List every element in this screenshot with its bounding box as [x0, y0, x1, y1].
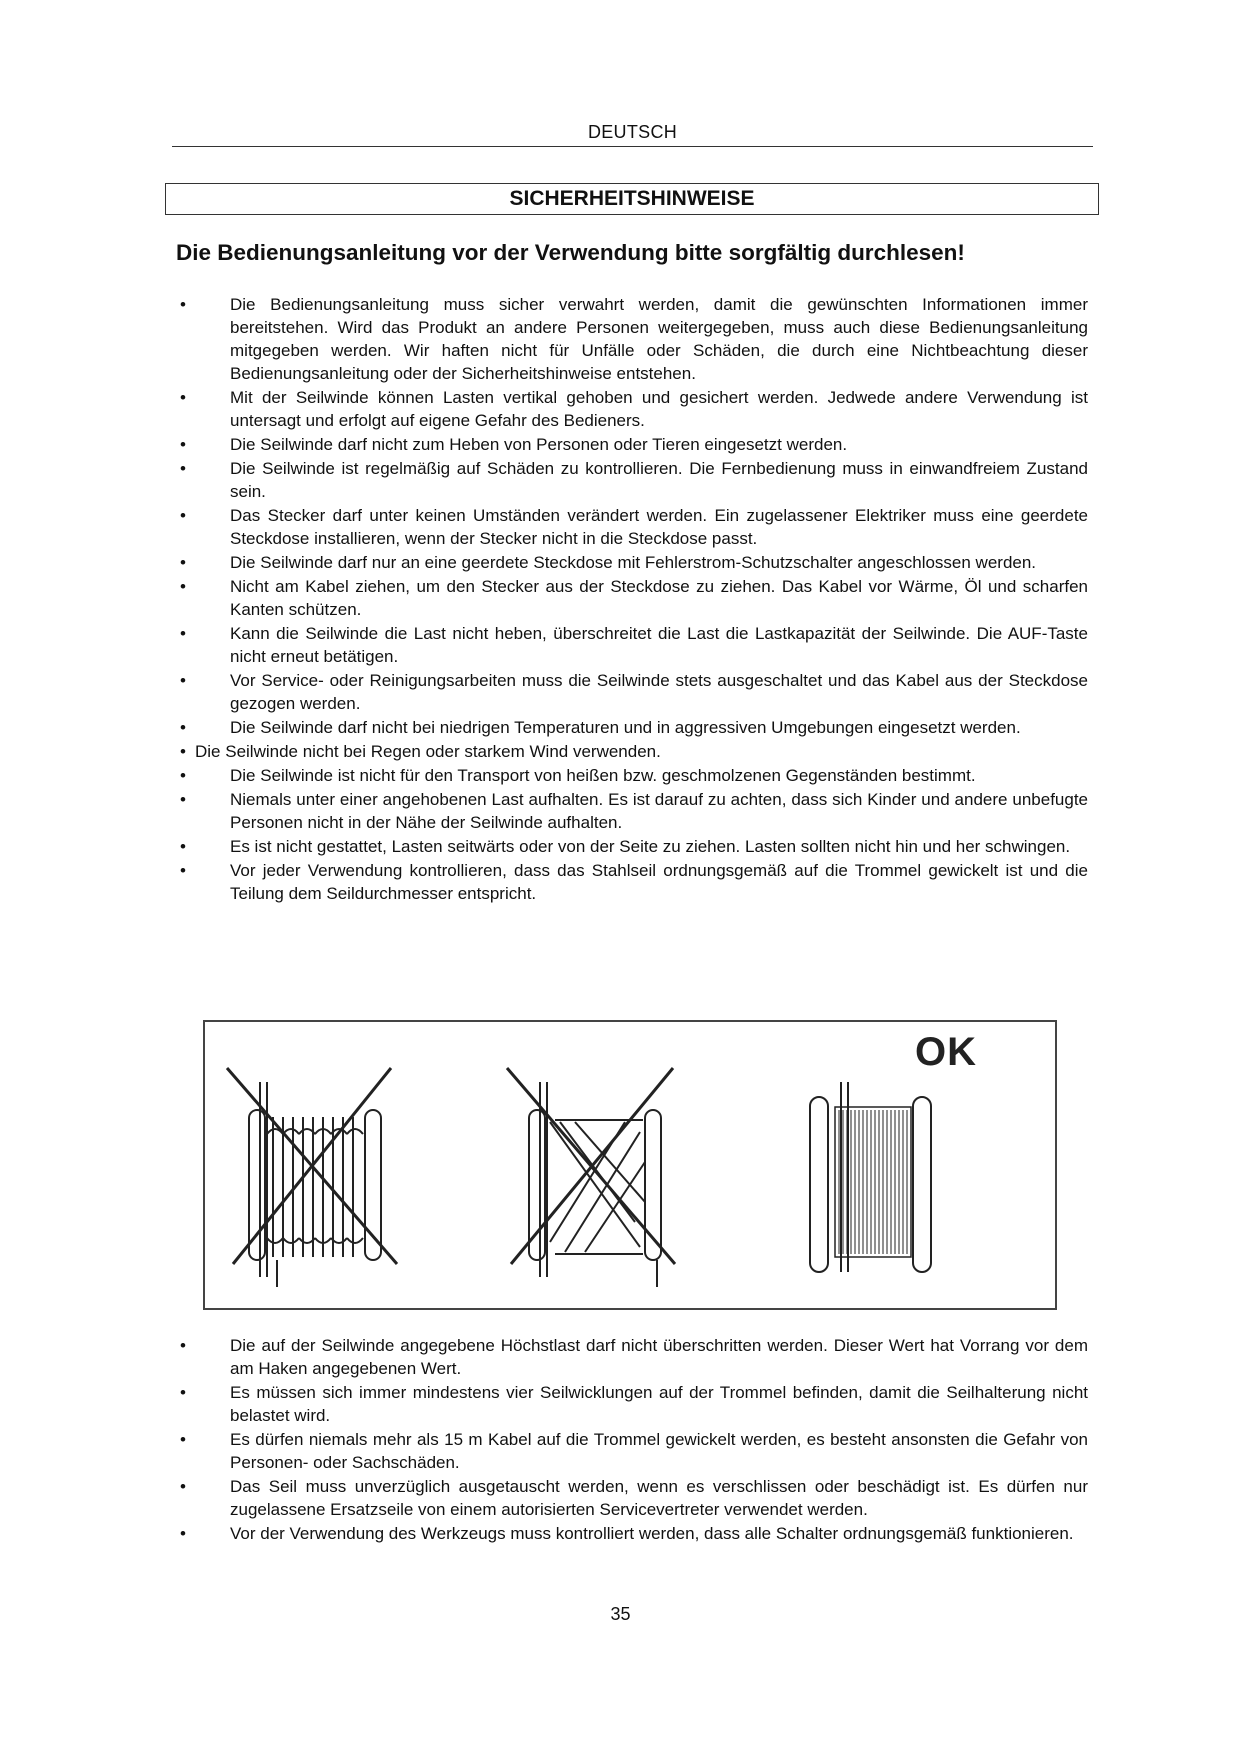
wrong-drum-middle-icon — [507, 1068, 675, 1287]
list-item: • Die Seilwinde nicht bei Regen oder starkem Wind verwenden. — [176, 740, 1088, 763]
bullet-icon: • — [180, 459, 186, 478]
page-number: 35 — [610, 1604, 631, 1624]
bullet-icon: • — [180, 435, 186, 454]
bullet-icon: • — [180, 1383, 186, 1402]
bullet-icon: • — [180, 671, 186, 690]
list-item: • Vor jeder Verwendung kontrollieren, dass das Stahlseil ordnungsgemäß auf die Trommel gewickelt ist und die Teilung dem Seildurchmesser entspricht. — [176, 859, 1088, 905]
list-item: • Nicht am Kabel ziehen, um den Stecker aus der Steckdose zu ziehen. Das Kabel vor Wärme, Öl und scharfen Kanten schützen. — [176, 575, 1088, 621]
bullet-icon: • — [180, 506, 186, 525]
bullet-icon: • — [180, 295, 186, 314]
list-item: • Die Seilwinde darf nicht zum Heben von Personen oder Tieren eingesetzt werden. — [176, 433, 1088, 456]
list-item: • Kann die Seilwinde die Last nicht heben, überschreitet die Last die Lastkapazität der Seilwinde. Die AUF-Taste nicht erneut betätigen. — [176, 622, 1088, 668]
list-item: • Die Seilwinde ist nicht für den Transport von heißen bzw. geschmolzenen Gegenständen bestimmt. — [176, 764, 1088, 787]
list-item: • Niemals unter einer angehobenen Last aufhalten. Es ist darauf zu achten, dass sich Kinder und andere unbefugte Personen nicht in der Nähe der Seilwinde aufhalten. — [176, 788, 1088, 834]
list-item: • Es ist nicht gestattet, Lasten seitwärts oder von der Seite zu ziehen. Lasten sollten nicht hin und her schwingen. — [176, 835, 1088, 858]
bullet-icon: • — [180, 718, 186, 737]
bullet-icon: • — [180, 861, 186, 880]
bullet-icon: • — [180, 1524, 186, 1543]
list-item: • Die Bedienungsanleitung muss sicher verwahrt werden, damit die gewünschten Informationen immer bereitstehen. Wird das Produkt an andere Personen weitergegeben, muss auch diese Bedienungsanleitung mitgegeben werden. Wir haften nicht für Unfälle oder Schäden, die durch eine Nichtbeachtung dieser Bedienungsanleitung oder der Sicherheitshinweise entstehen. — [176, 293, 1088, 385]
list-item: • Die Seilwinde darf nur an eine geerdete Steckdose mit Fehlerstrom-Schutzschalter angeschlossen werden. — [176, 551, 1088, 574]
safety-list-bottom — [176, 1334, 1088, 1546]
bullet-icon: • — [180, 388, 186, 407]
list-item: • Es dürfen niemals mehr als 15 m Kabel auf die Trommel gewickelt werden, es besteht ansonsten die Gefahr von Personen- oder Sachschäden. — [176, 1428, 1088, 1474]
bullet-icon: • — [180, 553, 186, 572]
list-item: • Das Stecker darf unter keinen Umständen verändert werden. Ein zugelassener Elektriker muss eine geerdete Steckdose installieren, wenn der Stecker nicht in die Steckdose passt. — [176, 504, 1088, 550]
header-rule — [172, 146, 1093, 147]
list-item: • Die Seilwinde ist regelmäßig auf Schäden zu kontrollieren. Die Fernbedienung muss in einwandfreiem Zustand sein. — [176, 457, 1088, 503]
list-item: • Es müssen sich immer mindestens vier Seilwicklungen auf der Trommel befinden, damit die Seilhalterung nicht belastet wird. — [176, 1381, 1088, 1427]
bullet-icon: • — [180, 1477, 186, 1496]
list-item: • Die auf der Seilwinde angegebene Höchstlast darf nicht überschritten werden. Dieser Wert hat Vorrang vor dem am Haken angegebenen Wert. — [176, 1334, 1088, 1380]
bullet-icon: • — [180, 766, 186, 785]
language-header: DEUTSCH — [587, 122, 678, 142]
bullet-icon: • — [180, 790, 186, 809]
ok-label: OK — [915, 1030, 977, 1074]
list-item: • Das Seil muss unverzüglich ausgetauscht werden, wenn es verschlissen oder beschädigt ist. Es dürfen nur zugelassene Ersatzseile von einem autorisierten Servicevertreter verwendet werden. — [176, 1475, 1088, 1521]
safety-list-top — [176, 293, 1088, 906]
bullet-icon: • — [180, 1336, 186, 1355]
correct-drum-icon — [810, 1082, 931, 1272]
section-title: SICHERHEITSHINWEISE — [165, 183, 1099, 215]
list-item: • Vor Service- oder Reinigungsarbeiten muss die Seilwinde stets ausgeschaltet und das Kabel aus der Steckdose gezogen werden. — [176, 669, 1088, 715]
list-item: • Die Seilwinde darf nicht bei niedrigen Temperaturen und in aggressiven Umgebungen eingesetzt werden. — [176, 716, 1088, 739]
bullet-icon: • — [180, 624, 186, 643]
bullet-icon: • — [180, 837, 186, 856]
list-item: • Mit der Seilwinde können Lasten vertikal gehoben und gesichert werden. Jedwede andere Verwendung ist untersagt und erfolgt auf eigene Gefahr des Bedieners. — [176, 386, 1088, 432]
wrong-drum-left-icon — [227, 1068, 397, 1287]
bullet-icon: • — [180, 1430, 186, 1449]
bullet-icon: • — [180, 577, 186, 596]
bullet-icon: • — [180, 742, 186, 761]
list-item: • Vor der Verwendung des Werkzeugs muss kontrolliert werden, dass alle Schalter ordnungsgemäß funktionieren. — [176, 1522, 1088, 1545]
rope-winding-figure — [203, 1020, 1057, 1310]
subtitle: Die Bedienungsanleitung vor der Verwendung bitte sorgfältig durchlesen! — [176, 240, 965, 265]
